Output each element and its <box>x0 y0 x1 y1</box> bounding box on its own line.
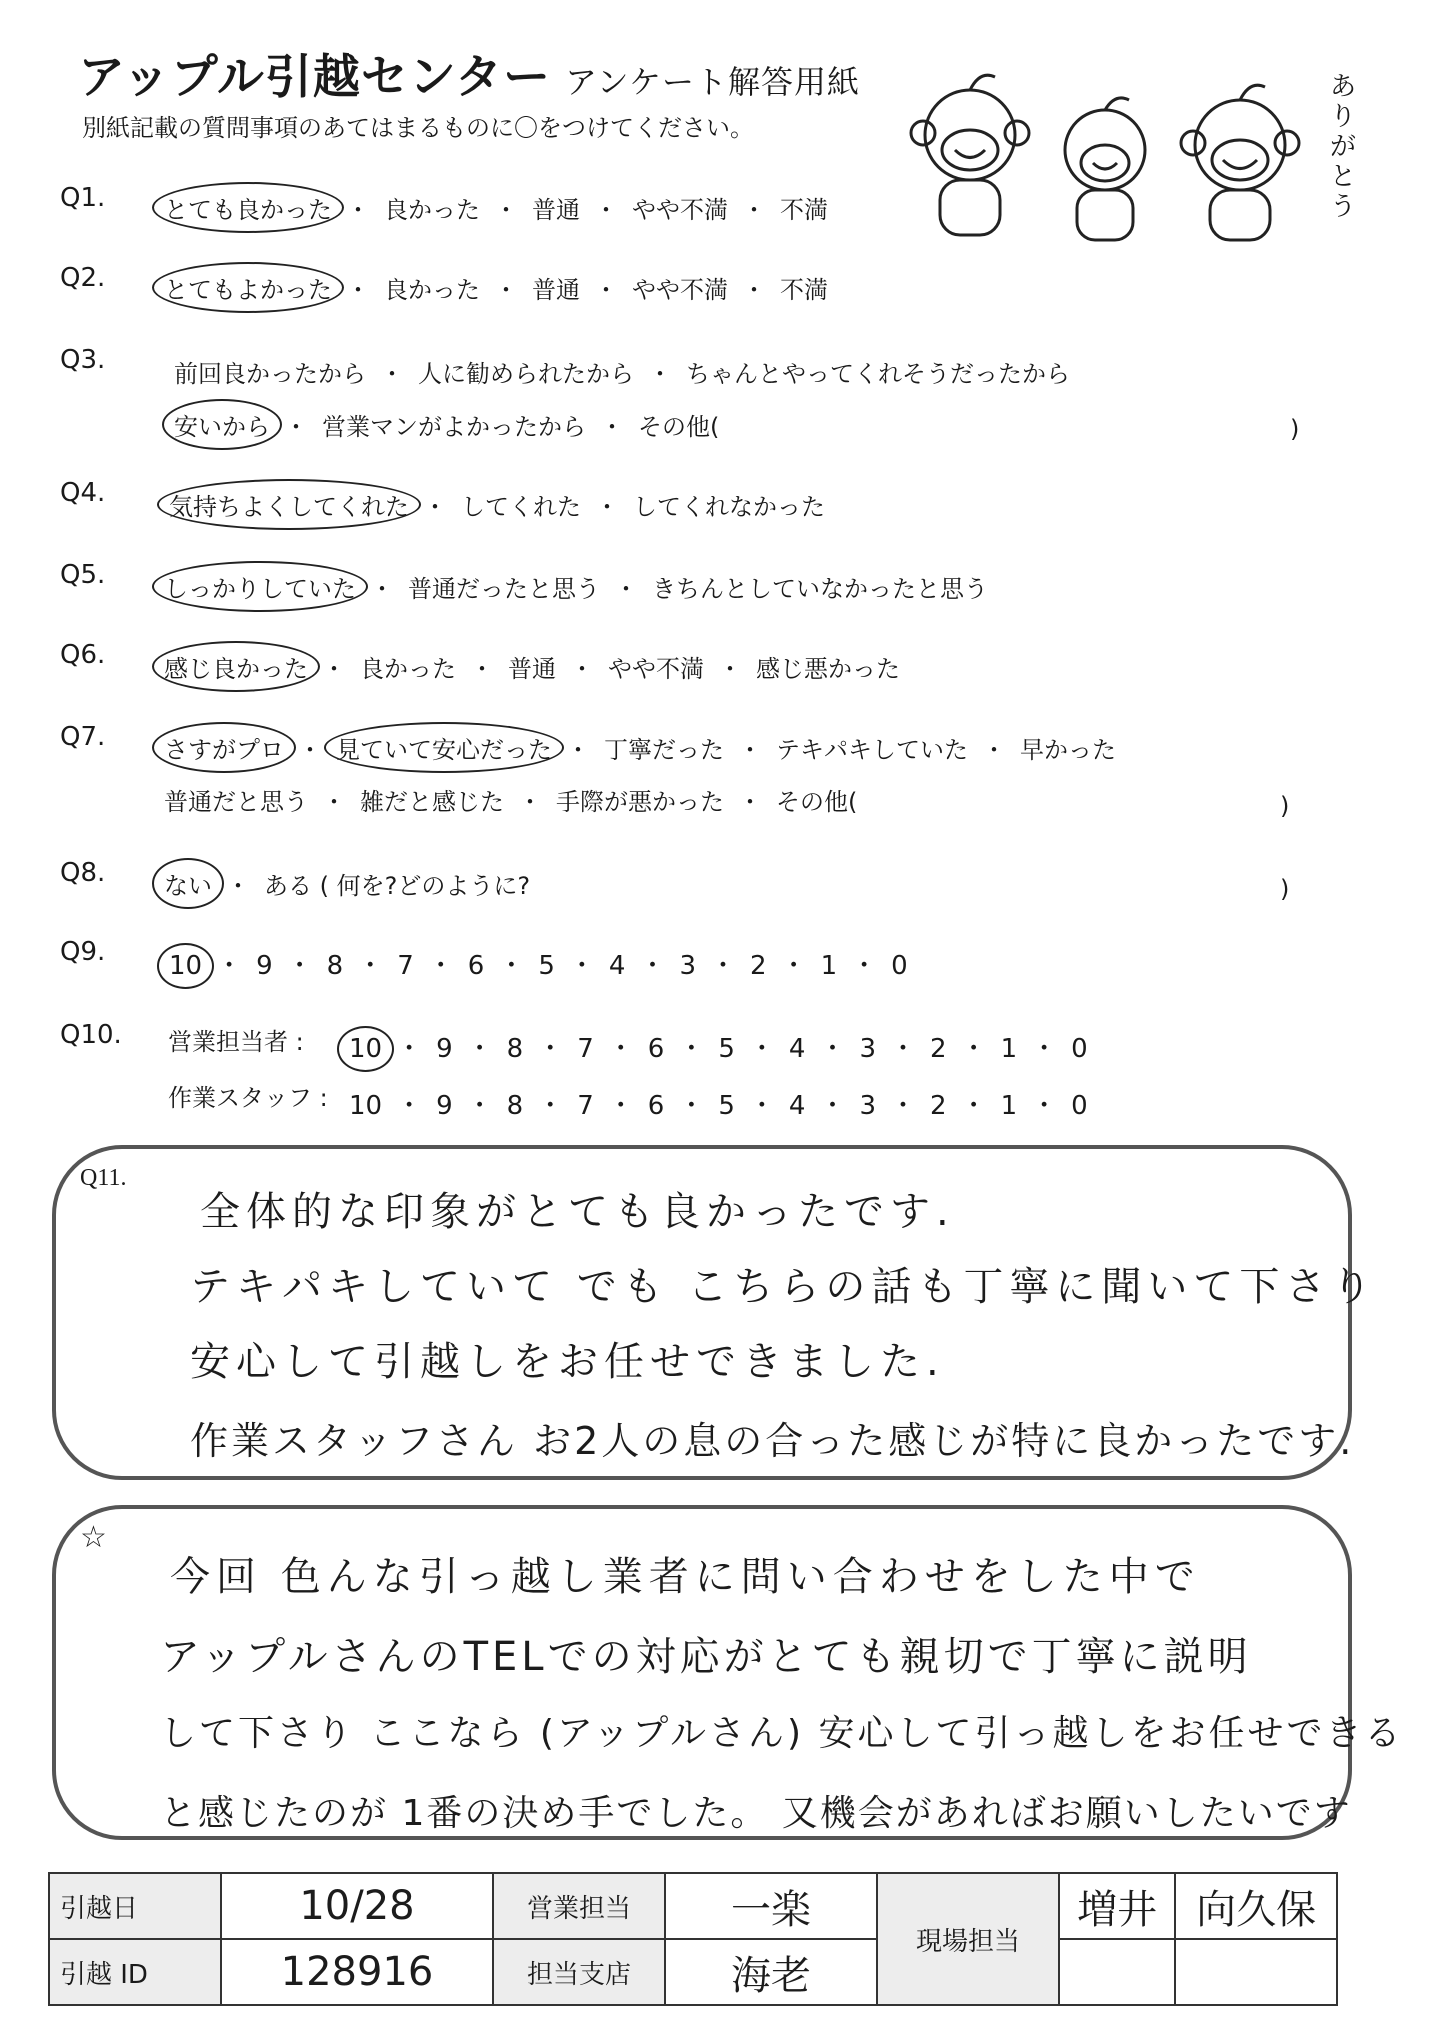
q7-options-line2: 普通だと思う ・ 雑だと感じた ・ 手際が悪かった ・ その他( <box>160 780 861 819</box>
q5-options: しっかりしていた ・ 普通だったと思う ・ きちんとしていなかったと思う <box>160 567 992 606</box>
q2-label: Q2. <box>60 263 106 293</box>
q2-option[interactable]: 不満 <box>780 276 828 304</box>
move-date-label: 引越日 <box>49 1873 221 1939</box>
q7-option[interactable]: 手際が悪かった <box>556 788 724 816</box>
q2-options: とてもよかった ・ 良かった ・ 普通 ・ やや不満 ・ 不満 <box>160 268 832 307</box>
q10-staff-score[interactable]: 5 <box>718 1091 735 1121</box>
q9-score[interactable]: 1 <box>820 951 838 981</box>
q4-label: Q4. <box>60 478 106 508</box>
q10-staff-score[interactable]: 1 <box>1000 1091 1018 1121</box>
q7-option[interactable]: 丁寧だった <box>604 736 724 764</box>
q7-close-paren: ) <box>1280 792 1290 820</box>
q9-score[interactable]: 9 <box>256 951 273 981</box>
q4-options: 気持ちよくしてくれた ・ してくれた ・ してくれなかった <box>165 485 829 524</box>
q10-sales-score[interactable]: 0 <box>1071 1034 1088 1064</box>
q10-sales-label: 営業担当者 : <box>168 1028 304 1056</box>
q5-option[interactable]: きちんとしていなかったと思う <box>652 575 988 603</box>
q3-options-line1: 前回良かったから ・ 人に勧められたから ・ ちゃんとやってくれそうだったから <box>170 352 1074 391</box>
move-id-value[interactable]: 128916 <box>221 1939 493 2005</box>
additional-comment-line: と感じたのが 1番の決め手でした。 又機会があればお願いしたいです <box>160 1793 1352 1834</box>
q10-staff-score[interactable]: 8 <box>506 1091 524 1121</box>
q7-option[interactable]: 雑だと感じた <box>360 788 504 816</box>
additional-comment-line: して下さり ここなら (アップルさん) 安心して引っ越しをお任せできる <box>160 1713 1404 1754</box>
q11-comment-line: テキパキしていて でも こちらの話も丁寧に聞いて下さり <box>190 1264 1378 1310</box>
q10-staff-score[interactable]: 0 <box>1071 1091 1088 1121</box>
q9-score[interactable]: 3 <box>679 951 697 981</box>
q2-option[interactable]: 普通 <box>532 276 580 304</box>
star-icon: ☆ <box>80 1521 107 1554</box>
q9-score[interactable]: 2 <box>750 951 767 981</box>
q6-option[interactable]: やや不満 <box>608 655 704 683</box>
q4-option-selected[interactable]: 気持ちよくしてくれた <box>165 485 413 524</box>
q7-option[interactable]: 普通だと思う <box>164 788 308 816</box>
q10-staff-scale: 10 ・ 9 ・ 8 ・ 7 ・ 6 ・ 5 ・ 4 ・ 3 ・ 2 ・ 1 ・ 0 <box>345 1085 1092 1123</box>
q2-option[interactable]: 良かった <box>384 276 480 304</box>
q11-comment-line: 作業スタッフさん お2人の息の合った感じが特に良かったです. <box>190 1419 1355 1463</box>
branch-label: 担当支店 <box>493 1939 665 2005</box>
q11-label: Q11. <box>80 1165 127 1191</box>
q9-score[interactable]: 7 <box>397 951 414 981</box>
q10-sales-score-selected[interactable]: 10 <box>345 1032 386 1066</box>
branch-value[interactable]: 海老 <box>665 1939 877 2005</box>
site-staff-empty-cell[interactable] <box>1175 1939 1337 2005</box>
q1-option[interactable]: 不満 <box>780 196 828 224</box>
q9-scale: 10 ・ 9 ・ 8 ・ 7 ・ 6 ・ 5 ・ 4 ・ 3 ・ 2 ・ 1 ・ 0 <box>165 945 912 983</box>
q10-sales-scale: 10 ・ 9 ・ 8 ・ 7 ・ 6 ・ 5 ・ 4 ・ 3 ・ 2 ・ 1 ・ 0 <box>345 1028 1092 1066</box>
q6-option[interactable]: 良かった <box>360 655 456 683</box>
footer-info-table <box>48 1872 1338 2006</box>
q7-option-selected[interactable]: 見ていて安心だった <box>332 728 556 767</box>
q10-label: Q10. <box>60 1020 122 1050</box>
q10-staff-score[interactable]: 4 <box>788 1091 806 1121</box>
q9-score-selected[interactable]: 10 <box>165 949 206 983</box>
q10-sales-score[interactable]: 7 <box>577 1034 594 1064</box>
q10-sales-score[interactable]: 2 <box>930 1034 947 1064</box>
q1-option[interactable]: 良かった <box>384 196 480 224</box>
q9-label: Q9. <box>60 937 106 967</box>
q10-sales-score[interactable]: 6 <box>647 1034 665 1064</box>
sales-rep-value[interactable]: 一楽 <box>665 1873 877 1939</box>
form-subtitle: アンケート解答用紙 <box>564 63 861 101</box>
q6-option[interactable]: 普通 <box>508 655 556 683</box>
q1-option[interactable]: 普通 <box>532 196 580 224</box>
q9-score[interactable]: 6 <box>467 951 485 981</box>
site-staff-label: 現場担当 <box>877 1873 1059 2005</box>
q2-option[interactable]: やや不満 <box>632 276 728 304</box>
q5-label: Q5. <box>60 560 106 590</box>
q10-staff-score[interactable]: 3 <box>859 1091 877 1121</box>
q3-option[interactable]: 前回良かったから <box>174 360 366 388</box>
q1-label: Q1. <box>60 183 106 213</box>
q6-option[interactable]: 感じ悪かった <box>756 655 900 683</box>
q4-option[interactable]: してくれなかった <box>633 493 825 521</box>
q10-staff-score[interactable]: 9 <box>436 1091 453 1121</box>
additional-comment-line: アップルさんのTELでの対応がとても親切で丁寧に説明 <box>160 1634 1252 1680</box>
q10-sales-score[interactable]: 5 <box>718 1034 735 1064</box>
q5-option[interactable]: 普通だったと思う <box>408 575 600 603</box>
q6-label: Q6. <box>60 640 106 670</box>
site-staff-empty-cell[interactable] <box>1059 1939 1175 2005</box>
q9-score[interactable]: 4 <box>608 951 626 981</box>
q10-sales-score[interactable]: 8 <box>506 1034 524 1064</box>
mascot-monkey-2 <box>1065 98 1145 240</box>
site-staff-value-2[interactable]: 向久保 <box>1175 1873 1337 1939</box>
q3-close-paren: ) <box>1290 415 1300 443</box>
q7-option[interactable]: テキパキしていた <box>776 736 968 764</box>
q10-staff-score[interactable]: 7 <box>577 1091 594 1121</box>
q10-staff-score[interactable]: 10 <box>349 1091 383 1121</box>
form-title <box>78 40 860 107</box>
q7-option[interactable]: その他( <box>776 788 858 816</box>
move-id-label: 引越 ID <box>49 1939 221 2005</box>
q8-label: Q8. <box>60 858 106 888</box>
company-name: アップル引越センター <box>78 50 551 105</box>
q9-score[interactable]: 0 <box>891 951 908 981</box>
q10-staff-score[interactable]: 6 <box>647 1091 665 1121</box>
q9-score[interactable]: 8 <box>326 951 344 981</box>
q1-options: とても良かった ・ 良かった ・ 普通 ・ やや不満 ・ 不満 <box>160 188 832 227</box>
q7-label: Q7. <box>60 722 106 752</box>
q8-option[interactable]: ある ( 何を?どのように? <box>264 872 531 900</box>
q3-option-selected[interactable]: 安いから <box>170 405 274 444</box>
sales-rep-label: 営業担当 <box>493 1873 665 1939</box>
q7-options-line1: さすがプロ ・ 見ていて安心だった ・ 丁寧だった ・ テキパキしていた ・ 早かった <box>160 728 1120 767</box>
q3-option[interactable]: 営業マンがよかったから <box>322 413 586 441</box>
thanks-text: ありがとう <box>1330 72 1357 222</box>
q7-option-selected[interactable]: さすがプロ <box>160 728 288 767</box>
q10-sales-score[interactable]: 4 <box>788 1034 806 1064</box>
q8-options: ない ・ ある ( 何を?どのように? <box>160 864 534 903</box>
site-staff-value-1[interactable]: 増井 <box>1059 1873 1175 1939</box>
q3-option[interactable]: 人に勧められたから <box>418 360 634 388</box>
q10-sales-score[interactable]: 3 <box>859 1034 877 1064</box>
q8-close-paren: ) <box>1280 875 1290 903</box>
q3-label: Q3. <box>60 345 106 375</box>
q11-comment-line: 全体的な印象がとても良かったです. <box>200 1189 955 1235</box>
instruction-text: 別紙記載の質問事項のあてはまるものに〇をつけてください。 <box>82 114 754 142</box>
q5-option-selected[interactable]: しっかりしていた <box>160 567 360 606</box>
q7-option[interactable]: 早かった <box>1020 736 1116 764</box>
q10-staff-label: 作業スタッフ : <box>168 1084 328 1112</box>
q3-option[interactable]: その他( <box>638 413 720 441</box>
q10-sales-score[interactable]: 9 <box>436 1034 453 1064</box>
mascot-illustration <box>895 55 1375 245</box>
q9-score[interactable]: 5 <box>538 951 555 981</box>
q10-sales-score[interactable]: 1 <box>1000 1034 1018 1064</box>
q1-option[interactable]: やや不満 <box>632 196 728 224</box>
q2-option-selected[interactable]: とてもよかった <box>160 268 336 307</box>
q3-option[interactable]: ちゃんとやってくれそうだったから <box>686 360 1070 388</box>
additional-comment-line: 今回 色んな引っ越し業者に問い合わせをした中で <box>170 1554 1201 1600</box>
q1-option-selected[interactable]: とても良かった <box>160 188 336 227</box>
move-date-value[interactable]: 10/28 <box>221 1873 493 1939</box>
q8-option-selected[interactable]: ない <box>160 864 216 903</box>
mascot-monkey-1 <box>911 75 1029 235</box>
q4-option[interactable]: してくれた <box>461 493 581 521</box>
q6-options: 感じ良かった ・ 良かった ・ 普通 ・ やや不満 ・ 感じ悪かった <box>160 647 904 686</box>
q10-staff-score[interactable]: 2 <box>930 1091 947 1121</box>
q6-option-selected[interactable]: 感じ良かった <box>160 647 312 686</box>
mascot-monkey-3 <box>1181 85 1299 240</box>
q3-options-line2: 安いから ・ 営業マンがよかったから ・ その他( <box>170 405 723 444</box>
q11-comment-line: 安心して引越しをお任せできました. <box>190 1339 945 1385</box>
